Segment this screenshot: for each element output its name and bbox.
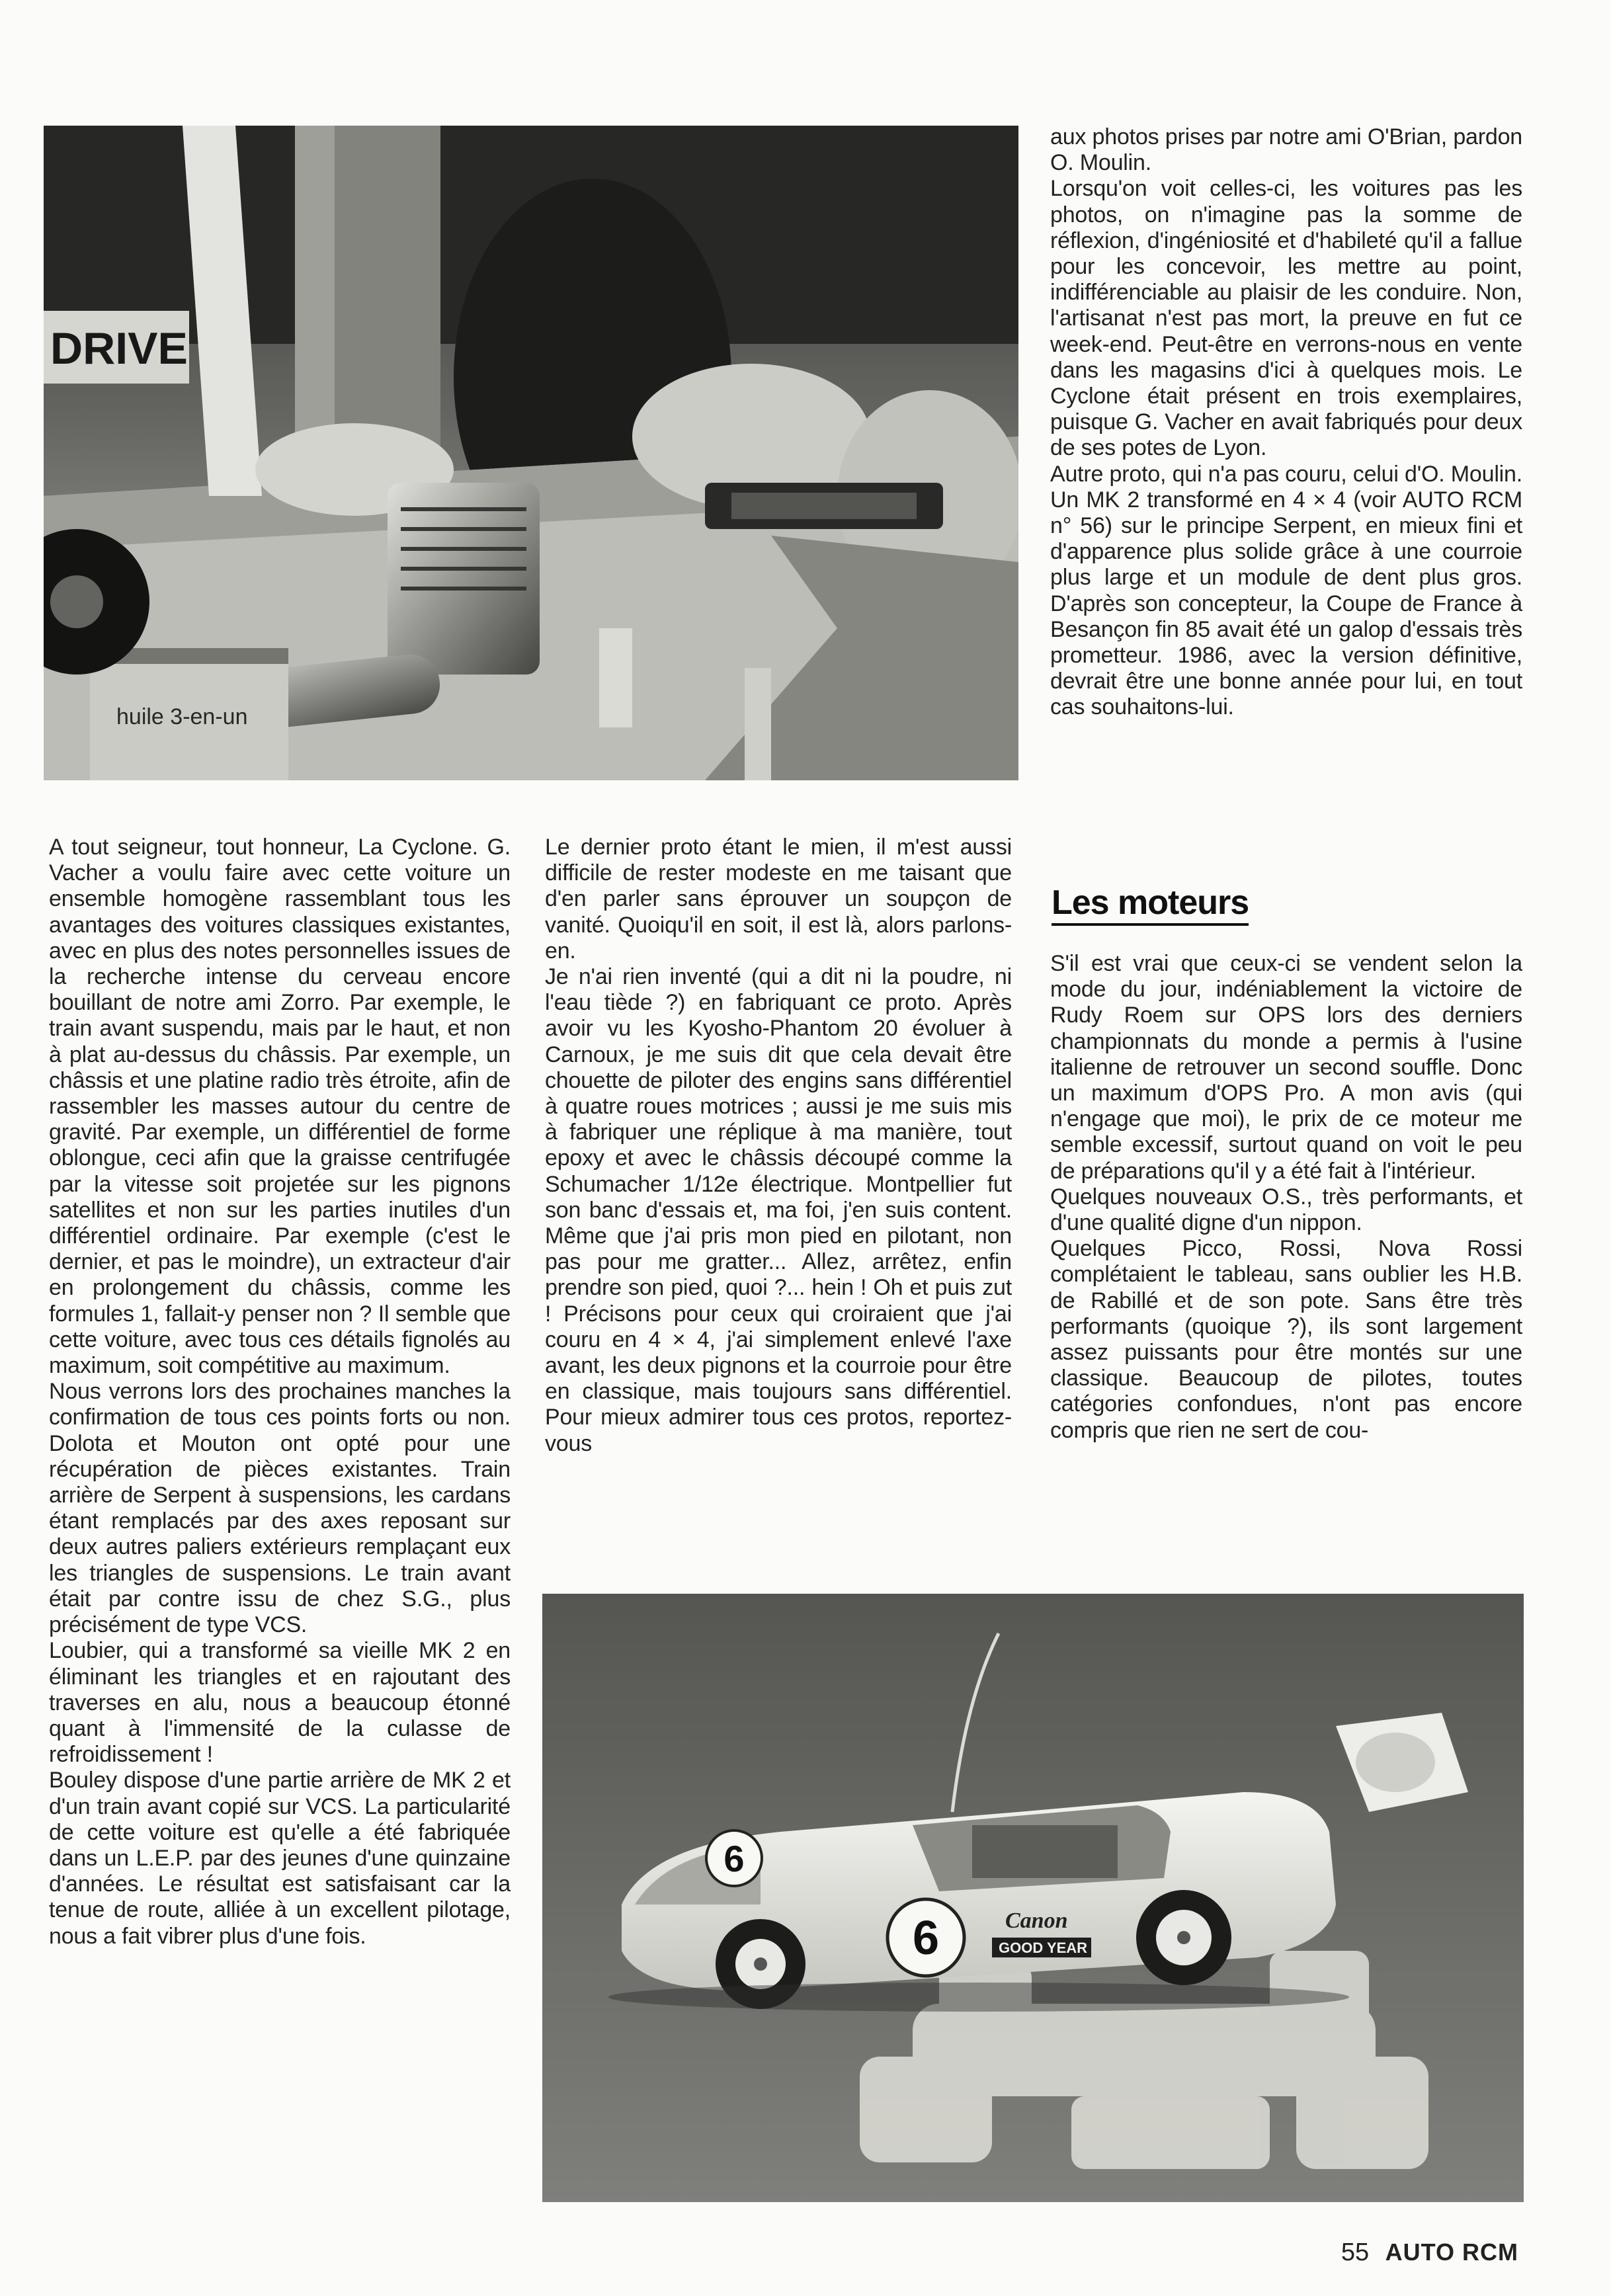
text-column-right-top	[1050, 124, 1522, 721]
paragraph: A tout seigneur, tout honneur, La Cyclone. G. Vacher a voulu faire avec cette voiture un ensemble homogène rassemblant tous les avantages des voitures classiques existantes, avec en plus des notes personnelles issues de la recherche intense du cerveau encore bouillant de notre ami Zorro. Par exemple, le train avant suspendu, mais par le haut, et non à plat au-dessus du châssis. Par exemple, un châssis et une platine radio très étroite, afin de rassembler les masses autour du centre de gravité. Par exemple, un différentiel de forme oblongue, ceci afin que la graisse centrifugée par la vitesse soit projetée sur les pignons satellites et non sur les parties inutiles d'un différentiel ordinaire. Par exemple (c'est le dernier, et pas le moindre), un extracteur d'air en prolongement du châssis, comme les formules 1, fallait-y penser non ? Il semble que cette voiture, avec tous ces détails fignolés au maximum, soit compétitive au maximum.	[49, 835, 511, 1379]
can-label: huile 3-en-un	[116, 704, 248, 729]
text-column-middle	[545, 835, 1012, 1457]
paragraph: Le dernier proto étant le mien, il m'est aussi difficile de rester modeste en me taisant que d'en parler sans éprouver un soupçon de vanité. Quoiqu'il en soit, il est là, alors parlons-en.	[545, 835, 1012, 964]
paragraph: Je n'ai rien inventé (qui a dit ni la poudre, ni l'eau tiède ?) en fabriquant ce proto. Après avoir vu les Kyosho-Phantom 20 évoluer à Carnoux, je me suis dit que cela devait être chouette de piloter des engins sans différentiel à quatre roues motrices ; aussi je me suis mis à fabriquer une réplique à ma manière, tout epoxy et avec le châssis découpé comme la Schumacher 1/12e électrique. Montpellier fut son banc d'essais et, ma foi, j'en suis content. Même que j'ai pris mon pied en pilotant, non pas pour me gratter... Allez, arrêtez, enfin prendre son pied, quoi ?... hein ! Oh et puis zut ! Précisons pour ceux qui croiraient que j'ai couru en 4 × 4, j'ai simplement enlevé l'axe avant, les deux pignons et la courroie pour être en classique, mais toujours sans différentiel. Pour mieux admirer tous ces protos, reportez-vous	[545, 964, 1012, 1456]
engine-photo-illustration	[44, 126, 1018, 780]
paragraph: Nous verrons lors des prochaines manches la confirmation de tous ces points forts ou non. Dolota et Mouton ont opté pour une récupération de pièces existantes. Train arrière de Serpent à suspensions, les cardans étant remplacés par des axes reposant sur deux autres paliers extérieurs remplaçant eux les triangles de suspensions. Le train avant était par contre issu de chez S.G., plus précisément de type VCS.	[49, 1379, 511, 1638]
paragraph: Loubier, qui a transformé sa vieille MK 2 en éliminant les triangles et en rajoutant des traverses en alu, nous a beaucoup étonné quant à l'immensité de la culasse de refroidissement !	[49, 1638, 511, 1768]
paragraph: S'il est vrai que ceux-ci se vendent selon la mode du jour, indéniablement la victoire de Rudy Roem sur OPS lors des derniers championnats du monde a permis à l'usine italienne de retrouver un second souffle. Donc un maximum d'OPS Pro. A mon avis (qui n'engage que moi), le prix de ce moteur me semble excessif, surtout quand on voit le peu de préparations qu'il y a été fait à l'intérieur.	[1050, 951, 1522, 1184]
paragraph: Lorsqu'on voit celles-ci, les voitures pas les photos, on n'imagine pas la somme de réflexion, d'ingéniosité et d'habileté qu'il a fallue pour les concevoir, les mettre au point, indifférenciable au plaisir de les conduire. Non, l'artisanat n'est pas mort, la preuve en fut ce week-end. Peut-être en verrons-nous en vente dans les magasins d'ici à quelques mois. Le Cyclone était présent en trois exemplaires, puisque G. Vacher en avait fabriqués pour deux de ses potes de Lyon.	[1050, 176, 1522, 461]
text-column-left	[49, 835, 511, 1949]
sponsor-canon: Canon	[1005, 1908, 1068, 1933]
side-number: 6	[912, 1912, 940, 1965]
magazine-brand: AUTO RCM	[1385, 2238, 1518, 2266]
paragraph: Autre proto, qui n'a pas couru, celui d'O. Moulin. Un MK 2 transformé en 4 × 4 (voir AUTO RCM n° 56) sur le principe Serpent, en mieux fini et d'apparence plus solide grâce à une courroie plus large et un module de dent plus gros. D'après son concepteur, la Coupe de France à Besançon fin 85 avait été un galop d'essais très prometteur. 1986, avec la version définitive, devrait être une bonne année pour lui, en tout cas souhaitons-lui.	[1050, 461, 1522, 720]
section-heading: Les moteurs	[1052, 883, 1249, 926]
photo-race-car	[542, 1594, 1524, 2202]
paragraph: Bouley dispose d'une partie arrière de MK 2 et d'un train avant copié sur VCS. La particularité de cette voiture est qu'elle a été fabriquée dans un L.E.P. par des jeunes d'une quinzaine d'années. Le résultat est satisfaisant car la tenue de route, alliée à un excellent pilotage, nous a fait vibrer plus d'une fois.	[49, 1768, 511, 1949]
text-column-right-bottom	[1050, 951, 1522, 1444]
race-car-photo-illustration	[542, 1594, 1524, 2202]
sign-text: DRIVE	[50, 323, 188, 374]
sponsor-goodyear: GOOD YEAR	[999, 1940, 1088, 1956]
page-footer	[1341, 2238, 1518, 2267]
nose-number: 6	[723, 1838, 745, 1879]
photo-engine-workbench	[44, 126, 1018, 780]
paragraph: aux photos prises par notre ami O'Brian, pardon O. Moulin.	[1050, 124, 1522, 176]
page-number: 55	[1341, 2238, 1370, 2266]
paragraph: Quelques nouveaux O.S., très performants, et d'une qualité digne d'un nippon.	[1050, 1184, 1522, 1236]
paragraph: Quelques Picco, Rossi, Nova Rossi complétaient le tableau, sans oublier les H.B. de Rabillé et de son pote. Sans être très performants (quoique ?), ils sont largement assez puissants pour être montés sur une classique. Beaucoup de pilotes, toutes catégories confondues, n'ont pas encore compris que rien ne sert de cou-	[1050, 1236, 1522, 1443]
